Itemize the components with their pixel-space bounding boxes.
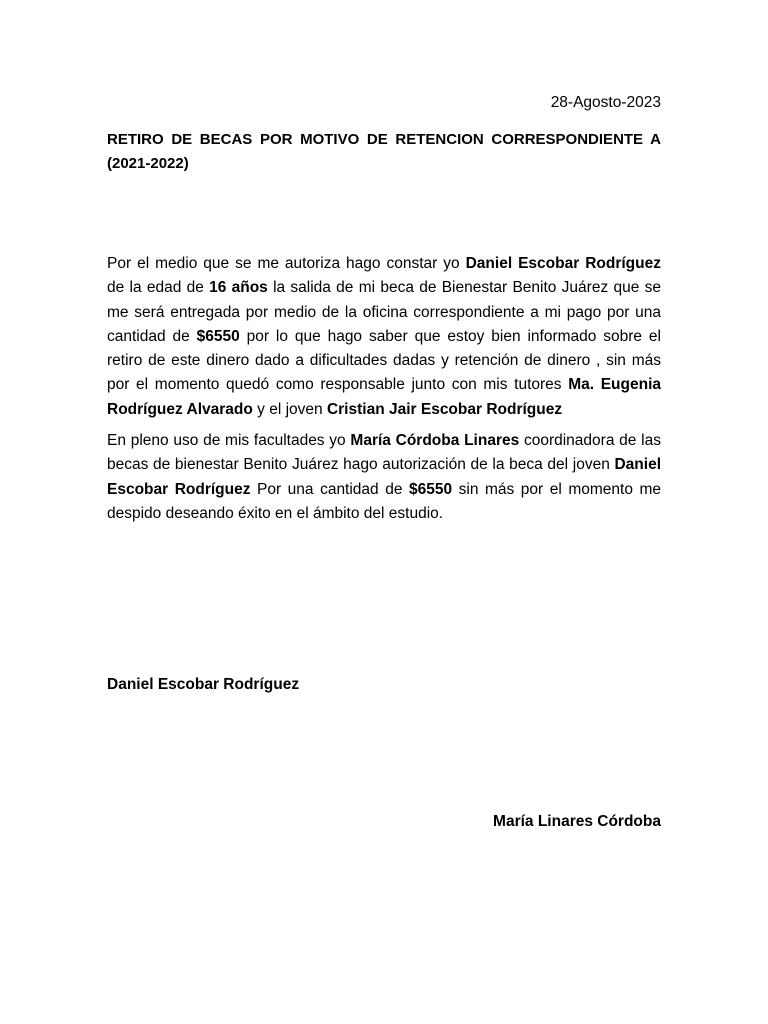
p2-text-2: coordinadora de las becas de bienestar Benito Juárez hago autorización de la beca del joven xyxy=(107,432,661,474)
document-date: 28-Agosto-2023 xyxy=(550,94,661,111)
p1-text-4: por lo que hago saber que estoy bien informado sobre el retiro de este dinero dado a dificultades dadas y retención de dinero , sin más por el momento quedó como responsable junto con mis tutores xyxy=(107,327,661,394)
paragraph-authorization xyxy=(107,252,661,422)
p1-tutor-name: Ma. Eugenia Rodríguez Alvarado xyxy=(107,376,662,418)
p1-text-3: la salida de mi beca de Bienestar Benito Juárez que se me será entregada por medio de la oficina correspondiente a mi pago por una cantidad de xyxy=(107,279,661,345)
p2-amount: $6550 xyxy=(408,480,453,498)
signature-coordinator: María Linares Córdoba xyxy=(493,813,661,830)
p2-text-4: sin más por el momento me despido deseando éxito en el ámbito del estudio. xyxy=(107,480,662,522)
p1-young-name: Cristian Jair Escobar Rodríguez xyxy=(326,400,563,418)
p1-text-2: de la edad de xyxy=(107,279,210,297)
p2-text-3: Por una cantidad de xyxy=(250,480,409,498)
paragraph-coordinator xyxy=(107,429,661,526)
signature-student: Daniel Escobar Rodríguez xyxy=(107,676,300,693)
p1-text-1: Por el medio que se me autoriza hago constar yo xyxy=(107,255,466,272)
p2-coordinator-name: María Córdoba Linares xyxy=(350,432,520,449)
p1-student-age: 16 años xyxy=(209,279,268,297)
p2-text-1: En pleno uso de mis facultades yo xyxy=(107,432,351,449)
p1-amount: $6550 xyxy=(196,327,240,345)
p2-student-name: Daniel Escobar Rodríguez xyxy=(107,456,661,498)
p1-text-5: y el joven xyxy=(252,400,327,418)
document-title: RETIRO DE BECAS POR MOTIVO DE RETENCION CORRESPONDIENTE A (2021-2022) xyxy=(107,131,661,172)
p1-student-name: Daniel Escobar Rodríguez xyxy=(465,255,661,272)
